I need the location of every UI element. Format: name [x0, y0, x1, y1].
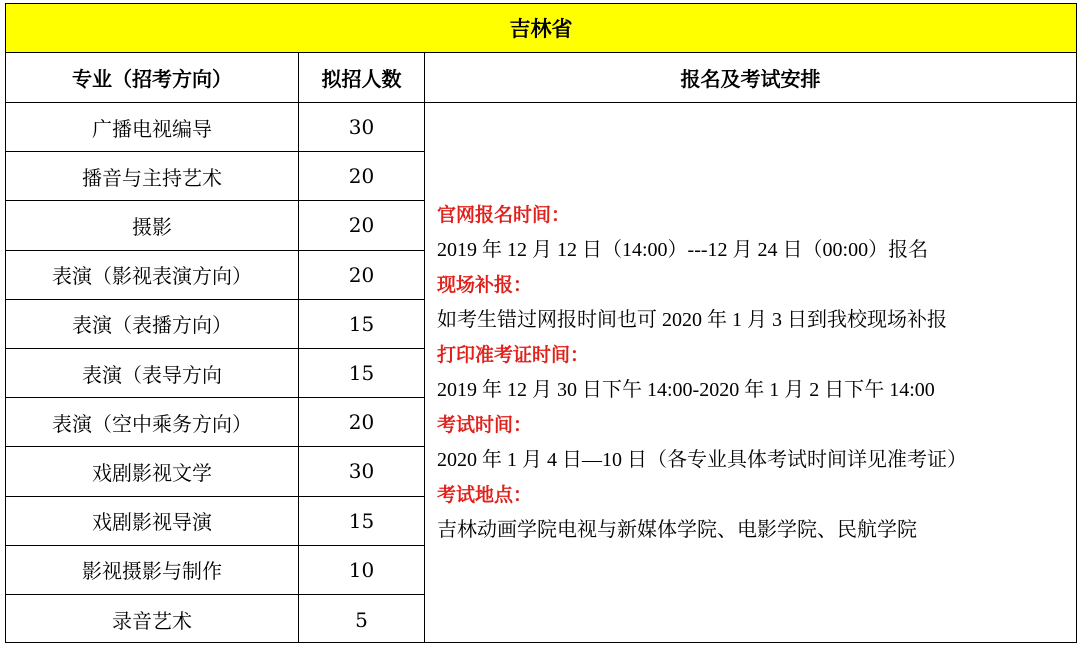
onsite-registration-label: 现场补报：	[437, 274, 533, 296]
major-cell: 广播电视编导	[6, 103, 298, 152]
major-cell: 戏剧影视文学	[6, 447, 298, 496]
major-cell: 表演（空中乘务方向）	[6, 398, 298, 447]
online-registration-label: 官网报名时间：	[437, 204, 571, 226]
major-cell: 录音艺术	[112, 609, 192, 634]
header-quota: 拟招人数	[299, 53, 424, 103]
quota-cell: 30	[299, 447, 424, 496]
header-schedule: 报名及考试安排	[425, 53, 1076, 103]
major-cell: 摄影	[6, 201, 298, 250]
quota-cell: 5	[355, 607, 368, 632]
exam-time-label: 考试时间：	[437, 414, 533, 436]
quota-cell: 20	[299, 201, 424, 250]
column-divider	[424, 53, 425, 642]
exam-place-label: 考试地点：	[437, 484, 533, 506]
quota-cell: 15	[299, 300, 424, 349]
online-registration-text: 2019 年 12 月 12 日（14:00）---12 月 24 日（00:00）报名	[437, 239, 929, 261]
quota-cell: 20	[299, 152, 424, 201]
header-major: 专业（招考方向）	[6, 53, 298, 103]
onsite-registration-text: 如考生错过网报时间也可 2020 年 1 月 3 日到我校现场补报	[437, 309, 947, 331]
quota-cell: 15	[299, 497, 424, 546]
quota-cell: 30	[299, 103, 424, 152]
major-cell: 表演（表导方向	[6, 349, 298, 398]
major-cell: 播音与主持艺术	[6, 152, 298, 201]
quota-cell: 15	[299, 349, 424, 398]
exam-place-text: 吉林动画学院电视与新媒体学院、电影学院、民航学院	[437, 519, 917, 541]
quota-cell: 10	[299, 546, 424, 595]
admission-ticket-label: 打印准考证时间：	[437, 344, 590, 366]
major-cell: 戏剧影视导演	[6, 497, 298, 546]
major-cell: 表演（影视表演方向）	[6, 251, 298, 300]
admission-ticket-text: 2019 年 12 月 30 日下午 14:00-2020 年 1 月 2 日下午 14:00	[437, 379, 935, 401]
quota-cell: 20	[299, 398, 424, 447]
exam-time-text: 2020 年 1 月 4 日—10 日（各专业具体考试时间详见准考证）	[437, 449, 967, 471]
schedule-text	[437, 198, 1072, 548]
major-cell: 表演（表播方向）	[6, 300, 298, 349]
quota-cell: 20	[299, 251, 424, 300]
major-cell: 影视摄影与制作	[6, 546, 298, 595]
table-title: 吉林省	[6, 4, 1076, 53]
